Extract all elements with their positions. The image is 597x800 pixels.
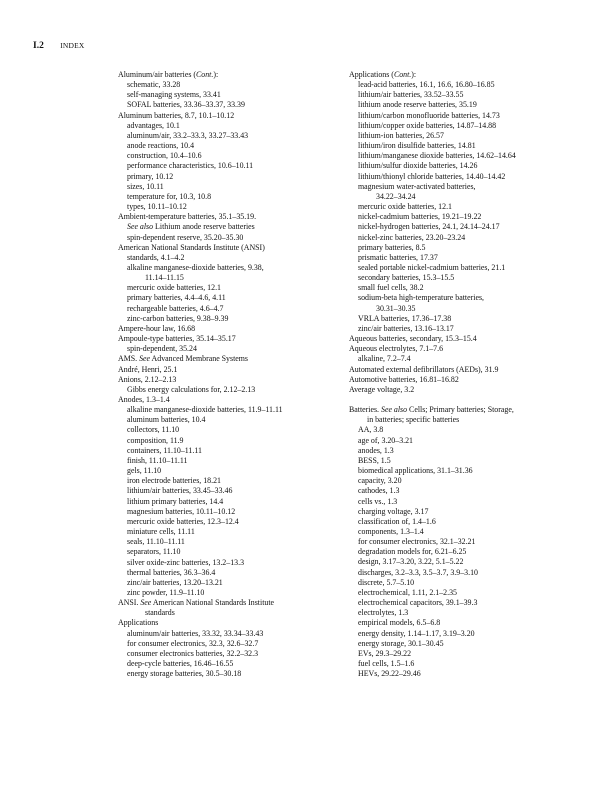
index-subentry: self-managing systems, 33.41 xyxy=(127,90,221,100)
index-subentry: advantages, 10.1 xyxy=(127,120,180,130)
page-header xyxy=(33,41,85,51)
index-subentry: nickel-zinc batteries, 23.20–23.24 xyxy=(358,232,466,242)
index-entry: Applications xyxy=(118,618,159,628)
index-subentry: electrochemical, 1.11, 2.1–2.35 xyxy=(358,587,457,597)
index-subentry: finish, 11.10–11.11 xyxy=(127,455,188,465)
index-subentry: types, 10.11–10.12 xyxy=(127,202,187,212)
index-subentry: lithium anode reserve batteries, 35.19 xyxy=(358,100,477,110)
index-entry: Aluminum/air batteries (Cont.): xyxy=(118,70,219,79)
index-entry: Automotive batteries, 16.81–16.82 xyxy=(349,374,459,384)
index-subentry: separators, 11.10 xyxy=(127,547,181,557)
index-subentry: SOFAL batteries, 33.36–33.37, 33.39 xyxy=(127,100,245,110)
index-entry: American National Standards Institute (ANSI) xyxy=(118,242,265,252)
index-subentry: zinc powder, 11.9–11.10 xyxy=(127,587,205,597)
index-subentry: lithium/sulfur dioxide batteries, 14.26 xyxy=(358,161,478,171)
index-subentry: Gibbs energy calculations for, 2.12–2.13 xyxy=(127,384,256,394)
index-subentry: 30.31–30.35 xyxy=(376,303,416,313)
index-subentry: sodium-beta high-temperature batteries, xyxy=(358,293,484,303)
index-subentry: secondary batteries, 15.3–15.5 xyxy=(358,273,455,283)
index-gap xyxy=(349,395,574,405)
index-subentry: cells vs., 1.3 xyxy=(358,496,398,506)
index-subentry: schematic, 33.28 xyxy=(127,80,181,90)
index-entry: Ampoule-type batteries, 35.14–35.17 xyxy=(118,334,236,344)
index-subentry: containers, 11.10–11.11 xyxy=(127,445,202,455)
index-subentry: HEVs, 29.22–29.46 xyxy=(358,669,421,679)
index-subentry: 11.14–11.15 xyxy=(145,273,184,283)
index-subentry: for consumer electronics, 32.3, 32.6–32.7 xyxy=(127,638,259,648)
index-subentry: performance characteristics, 10.6–10.11 xyxy=(127,161,254,171)
index-subentry: construction, 10.4–10.6 xyxy=(127,151,202,161)
index-subentry: lithium-ion batteries, 26.57 xyxy=(358,130,444,140)
index-subentry: lithium primary batteries, 14.4 xyxy=(127,496,224,506)
index-subentry: primary batteries, 8.5 xyxy=(358,242,426,252)
index-entry: Automated external defibrillators (AEDs), 31.9 xyxy=(349,364,499,374)
index-entry: Aqueous batteries, secondary, 15.3–15.4 xyxy=(349,334,477,344)
index-subentry: anodes, 1.3 xyxy=(358,445,394,455)
index-subentry: temperature for, 10.3, 10.8 xyxy=(127,191,212,201)
index-subentry: consumer electronics batteries, 32.2–32.3 xyxy=(127,648,259,658)
index-subentry: thermal batteries, 36.3–36.4 xyxy=(127,567,216,577)
index-subentry: gels, 11.10 xyxy=(127,466,162,476)
index-subentry: spin-dependent, 35.24 xyxy=(127,344,197,354)
index-subentry: rechargeable batteries, 4.6–4.7 xyxy=(127,303,224,313)
index-subentry: deep-cycle batteries, 16.46–16.55 xyxy=(127,659,234,669)
index-entry: Ambient-temperature batteries, 35.1–35.19. xyxy=(118,212,257,222)
index-entry: Aluminum batteries, 8.7, 10.1–10.12 xyxy=(118,110,235,120)
index-subentry: standards xyxy=(145,608,175,618)
index-subentry: for consumer electronics, 32.1–32.21 xyxy=(358,537,476,547)
index-entry: Ampere-hour law, 16.68 xyxy=(118,323,196,333)
index-subentry: 34.22–34.24 xyxy=(376,191,416,201)
index-subentry: collectors, 11.10 xyxy=(127,425,180,435)
index-subentry: in batteries; specific batteries xyxy=(367,415,460,425)
index-entry: Anions, 2.12–2.13 xyxy=(118,374,177,384)
index-subentry: primary batteries, 4.4–4.6, 4.11 xyxy=(127,293,226,303)
index-entry: Average voltage, 3.2 xyxy=(349,384,415,394)
index-entry: Anodes, 1.3–1.4 xyxy=(118,395,170,404)
index-subentry: lithium/thionyl chloride batteries, 14.40–14.42 xyxy=(358,171,506,181)
index-subentry: components, 1.3–1.4 xyxy=(358,527,424,537)
index-column-left xyxy=(118,70,343,679)
index-subentry: degradation models for, 6.21–6.25 xyxy=(358,547,467,557)
index-subentry: age of, 3.20–3.21 xyxy=(358,435,414,445)
index-subentry: aluminum/air batteries, 33.32, 33.34–33.43 xyxy=(127,628,264,638)
index-entry: André, Henri, 25.1 xyxy=(118,364,178,374)
index-subentry: lead-acid batteries, 16.1, 16.6, 16.80–16.85 xyxy=(358,80,495,90)
index-subentry: electrolytes, 1.3 xyxy=(358,608,409,618)
index-subentry: biomedical applications, 31.1–31.36 xyxy=(358,466,473,476)
index-subentry: fuel cells, 1.5–1.6 xyxy=(358,659,415,669)
index-subentry: BESS, 1.5 xyxy=(358,455,391,465)
index-subentry: lithium/copper oxide batteries, 14.87–14.88 xyxy=(358,120,497,130)
index-subentry: magnesium water-activated batteries, xyxy=(358,181,476,191)
index-entry: Batteries. See also Cells; Primary batteries; Storage, xyxy=(349,405,514,415)
index-subentry: electrochemical capacitors, 39.1–39.3 xyxy=(358,598,478,608)
index-subentry: zinc-carbon batteries, 9.38–9.39 xyxy=(127,313,229,323)
index-subentry: seals, 11.10–11.11 xyxy=(127,537,185,547)
index-subentry: mercuric oxide batteries, 12.1 xyxy=(358,202,452,212)
index-subentry: AA, 3.8 xyxy=(358,425,384,435)
index-column-right xyxy=(349,70,574,679)
index-subentry: composition, 11.9 xyxy=(127,435,184,445)
page-number: I.2 xyxy=(33,41,44,51)
index-entry: Applications (Cont.): xyxy=(349,70,417,79)
index-entry: ANSI. See American National Standards Institute xyxy=(118,598,275,608)
index-subentry: anode reactions, 10.4 xyxy=(127,141,195,151)
index-subentry: lithium/air batteries, 33.45–33.46 xyxy=(127,486,233,496)
index-subentry: discharges, 3.2–3.3, 3.5–3.7, 3.9–3.10 xyxy=(358,567,478,577)
index-subentry: alkaline, 7.2–7.4 xyxy=(358,354,411,364)
index-subentry: primary, 10.12 xyxy=(127,171,174,181)
index-subentry: lithium/air batteries, 33.52–33.55 xyxy=(358,90,464,100)
index-subentry: EVs, 29.3–29.22 xyxy=(358,648,412,658)
index-entry: AMS. See Advanced Membrane Systems xyxy=(118,354,248,364)
index-subentry: silver oxide-zinc batteries, 13.2–13.3 xyxy=(127,557,245,567)
index-subentry: zinc/air batteries, 13.16–13.17 xyxy=(358,323,454,333)
index-subentry: empirical models, 6.5–6.8 xyxy=(358,618,441,628)
index-subentry: See also Lithium anode reserve batteries xyxy=(127,222,255,232)
index-entry: Aqueous electrolytes, 7.1–7.6 xyxy=(349,344,444,354)
index-subentry: alkaline manganese-dioxide batteries, 11.9–11.11 xyxy=(127,405,283,415)
index-subentry: energy storage, 30.1–30.45 xyxy=(358,638,444,648)
index-subentry: mercuric oxide batteries, 12.1 xyxy=(127,283,221,293)
index-subentry: iron electrode batteries, 18.21 xyxy=(127,476,221,486)
index-subentry: sizes, 10.11 xyxy=(127,181,164,191)
index-subentry: VRLA batteries, 17.36–17.38 xyxy=(358,313,452,323)
index-subentry: spin-dependent reserve, 35.20–35.30 xyxy=(127,232,244,242)
index-subentry: zinc/air batteries, 13.20–13.21 xyxy=(127,577,223,587)
index-subentry: capacity, 3.20 xyxy=(358,476,402,486)
index-subentry: lithium/manganese dioxide batteries, 14.62–14.64 xyxy=(358,151,516,161)
index-subentry: classification of, 1.4–1.6 xyxy=(358,516,436,526)
index-subentry: aluminum/air, 33.2–33.3, 33.27–33.43 xyxy=(127,130,249,140)
index-subentry: standards, 4.1–4.2 xyxy=(127,252,185,262)
index-subentry: mercuric oxide batteries, 12.3–12.4 xyxy=(127,516,239,526)
index-subentry: sealed portable nickel-cadmium batteries, 21.1 xyxy=(358,262,506,272)
index-subentry: prismatic batteries, 17.37 xyxy=(358,252,438,262)
index-subentry: nickel-cadmium batteries, 19.21–19.22 xyxy=(358,212,482,222)
index-subentry: energy storage batteries, 30.5–30.18 xyxy=(127,669,242,679)
index-subentry: aluminum batteries, 10.4 xyxy=(127,415,206,425)
index-subentry: cathodes, 1.3 xyxy=(358,486,400,496)
index-subentry: alkaline manganese-dioxide batteries, 9.38, xyxy=(127,262,264,272)
index-subentry: nickel-hydrogen batteries, 24.1, 24.14–24.17 xyxy=(358,222,500,232)
index-subentry: miniature cells, 11.11 xyxy=(127,527,195,537)
index-subentry: magnesium batteries, 10.11–10.12 xyxy=(127,506,236,516)
index-subentry: energy density, 1.14–1.17, 3.19–3.20 xyxy=(358,628,475,638)
index-subentry: small fuel cells, 38.2 xyxy=(358,283,424,293)
index-subentry: design, 3.17–3.20, 3.22, 5.1–5.22 xyxy=(358,557,464,567)
index-subentry: lithium/carbon monofluoride batteries, 14.73 xyxy=(358,110,500,120)
index-subentry: lithium/iron disulfide batteries, 14.81 xyxy=(358,141,476,151)
index-subentry: discrete, 5.7–5.10 xyxy=(358,577,415,587)
running-head: INDEX xyxy=(60,41,85,50)
index-subentry: charging voltage, 3.17 xyxy=(358,506,429,516)
